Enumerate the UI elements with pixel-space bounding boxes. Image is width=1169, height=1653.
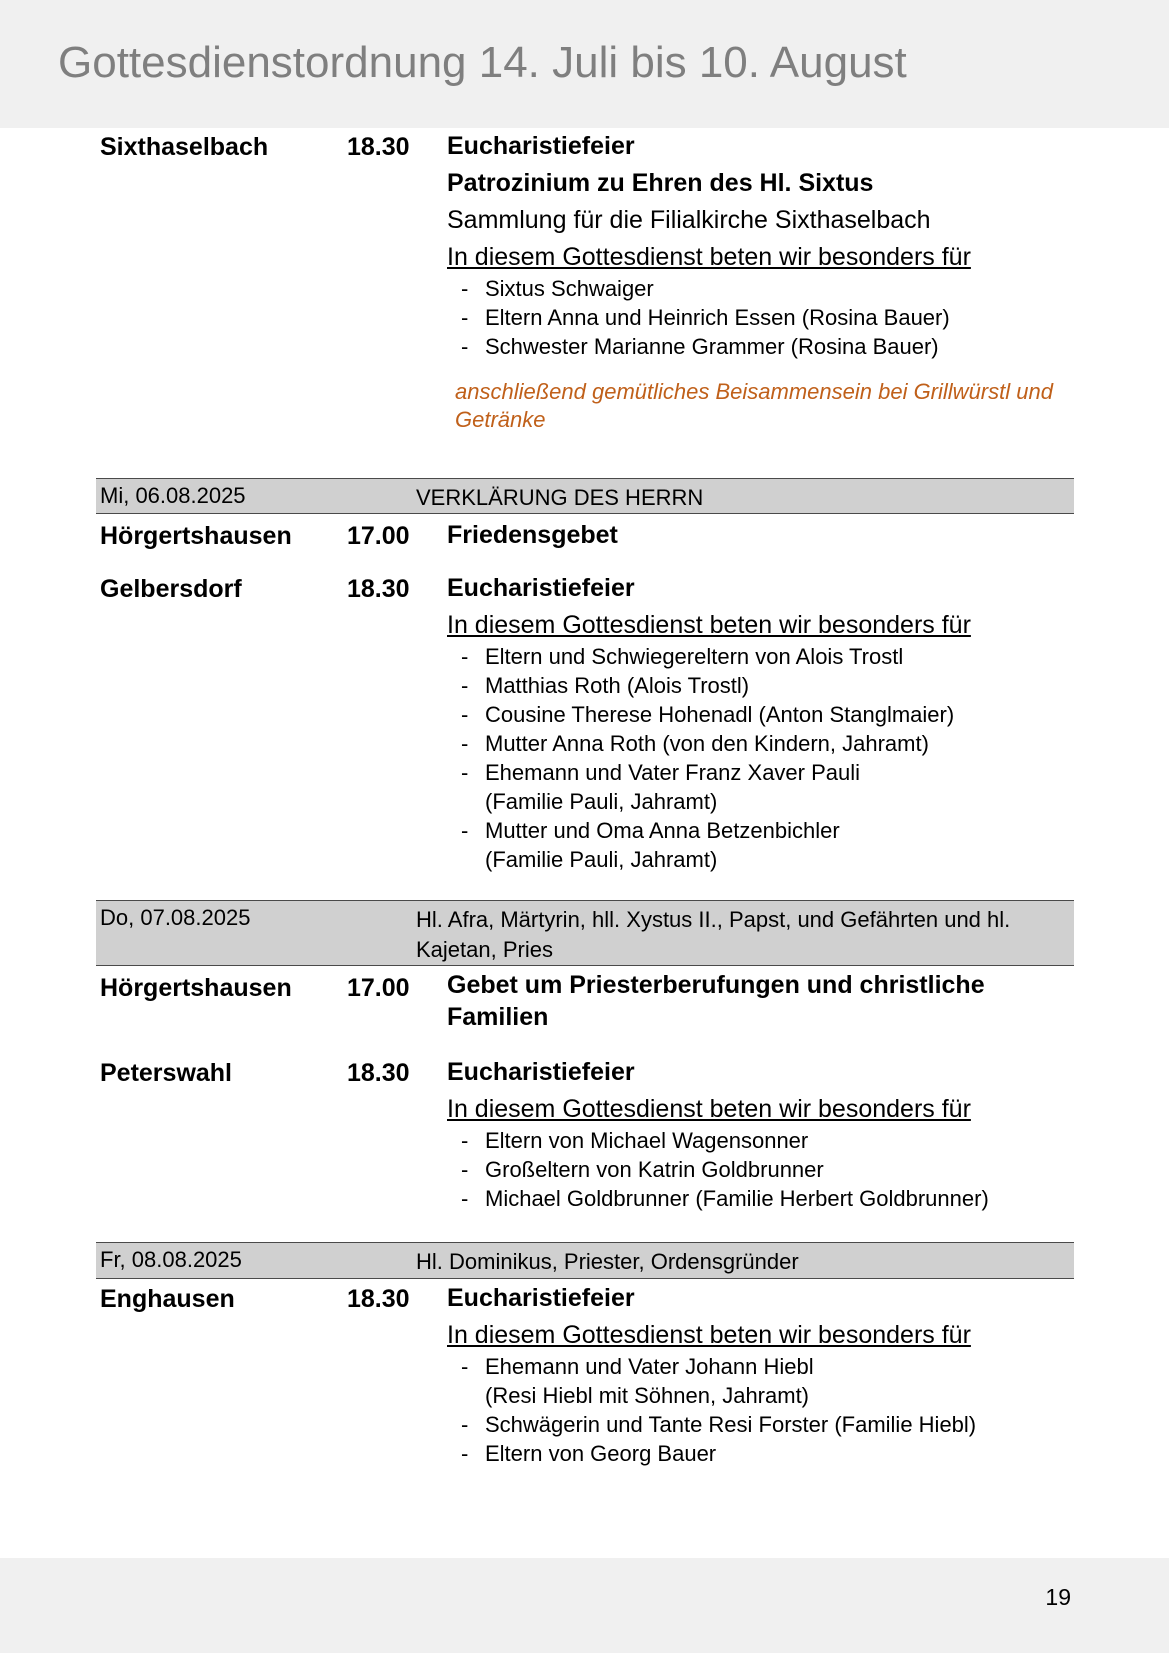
service-title: Eucharistiefeier (447, 1284, 635, 1312)
day-title: Hl. Dominikus, Priester, Ordensgründer (416, 1249, 799, 1274)
service-title: Gebet um Priesterberufungen und christliche Familien (447, 971, 985, 1031)
page-header (0, 0, 1169, 128)
intention-item: - Sixtus Schwaiger (447, 274, 1077, 303)
collection-note: Sammlung für die Filialkirche Sixthaselbach (447, 206, 931, 234)
day-title: Hl. Afra, Märtyrin, hll. Xystus II., Papst, und Gefährten und hl. Kajetan, Pries (416, 907, 1011, 962)
day-date: Mi, 06.08.2025 (100, 483, 246, 508)
intention-item: - Eltern und Schwiegereltern von Alois Trostl (447, 642, 1077, 671)
entry-place: Hörgertshausen (100, 974, 292, 1002)
service-title: Eucharistiefeier (447, 132, 635, 160)
day-header (96, 900, 1074, 966)
day-date: Do, 07.08.2025 (100, 905, 251, 930)
entry-time: 18.30 (347, 1059, 410, 1087)
entry-place: Sixthaselbach (100, 133, 269, 161)
entry-content (447, 133, 1077, 434)
entry-place: Peterswahl (100, 1059, 233, 1087)
entry-content (447, 971, 1077, 1033)
intention-item: - Großeltern von Katrin Goldbrunner (447, 1155, 1077, 1184)
service-title: Friedensgebet (447, 521, 618, 549)
event-note: anschließend gemütliches Beisammensein bei Grillwürstl und Getränke (455, 379, 1053, 432)
entry-place: Hörgertshausen (100, 522, 292, 550)
day-header (96, 1242, 1074, 1279)
day-header (96, 478, 1074, 514)
intention-item: - Michael Goldbrunner (Familie Herbert Goldbrunner) (447, 1184, 1077, 1213)
entry-time: 17.00 (347, 974, 410, 1002)
entry-content (447, 575, 1077, 874)
day-date: Fr, 08.08.2025 (100, 1247, 242, 1272)
intention-item: - Ehemann und Vater Franz Xaver Pauli (Familie Pauli, Jahramt) (447, 758, 1077, 816)
day-title: VERKLÄRUNG DES HERRN (416, 485, 704, 510)
intention-item: - Mutter und Oma Anna Betzenbichler (Familie Pauli, Jahramt) (447, 816, 1077, 874)
entry-time: 18.30 (347, 1285, 410, 1313)
intentions-list (447, 274, 1077, 361)
page-number: 19 (1045, 1584, 1071, 1610)
service-title: Eucharistiefeier (447, 574, 635, 602)
intention-item: - Matthias Roth (Alois Trostl) (447, 671, 1077, 700)
intentions-header: In diesem Gottesdienst beten wir besonders für (447, 243, 971, 271)
intention-item: - Ehemann und Vater Johann Hiebl (Resi Hiebl mit Söhnen, Jahramt) (447, 1352, 1077, 1410)
entry-place: Enghausen (100, 1285, 235, 1313)
intentions-list (447, 642, 1077, 874)
intentions-header: In diesem Gottesdienst beten wir besonders für (447, 1321, 971, 1349)
intention-item: - Eltern Anna und Heinrich Essen (Rosina Bauer) (447, 303, 1077, 332)
page-title: Gottesdienstordnung 14. Juli bis 10. August (58, 38, 907, 87)
intentions-list (447, 1126, 1077, 1213)
service-title: Eucharistiefeier (447, 1058, 635, 1086)
intentions-header: In diesem Gottesdienst beten wir besonders für (447, 1095, 971, 1123)
intention-item: - Eltern von Georg Bauer (447, 1439, 1077, 1468)
entry-time: 18.30 (347, 133, 410, 161)
service-subtitle: Patrozinium zu Ehren des Hl. Sixtus (447, 169, 874, 197)
entry-time: 17.00 (347, 522, 410, 550)
page-footer (0, 1558, 1169, 1653)
intention-item: - Eltern von Michael Wagensonner (447, 1126, 1077, 1155)
entry-place: Gelbersdorf (100, 575, 242, 603)
intentions-header: In diesem Gottesdienst beten wir besonders für (447, 611, 971, 639)
intention-item: - Schwester Marianne Grammer (Rosina Bauer) (447, 332, 1077, 361)
entry-time: 18.30 (347, 575, 410, 603)
intention-item: - Mutter Anna Roth (von den Kindern, Jahramt) (447, 729, 1077, 758)
entry-content (447, 1059, 1077, 1213)
intention-item: - Schwägerin und Tante Resi Forster (Familie Hiebl) (447, 1410, 1077, 1439)
intentions-list (447, 1352, 1077, 1468)
entry-content (447, 522, 1077, 554)
entry-content (447, 1285, 1077, 1468)
intention-item: - Cousine Therese Hohenadl (Anton Stanglmaier) (447, 700, 1077, 729)
